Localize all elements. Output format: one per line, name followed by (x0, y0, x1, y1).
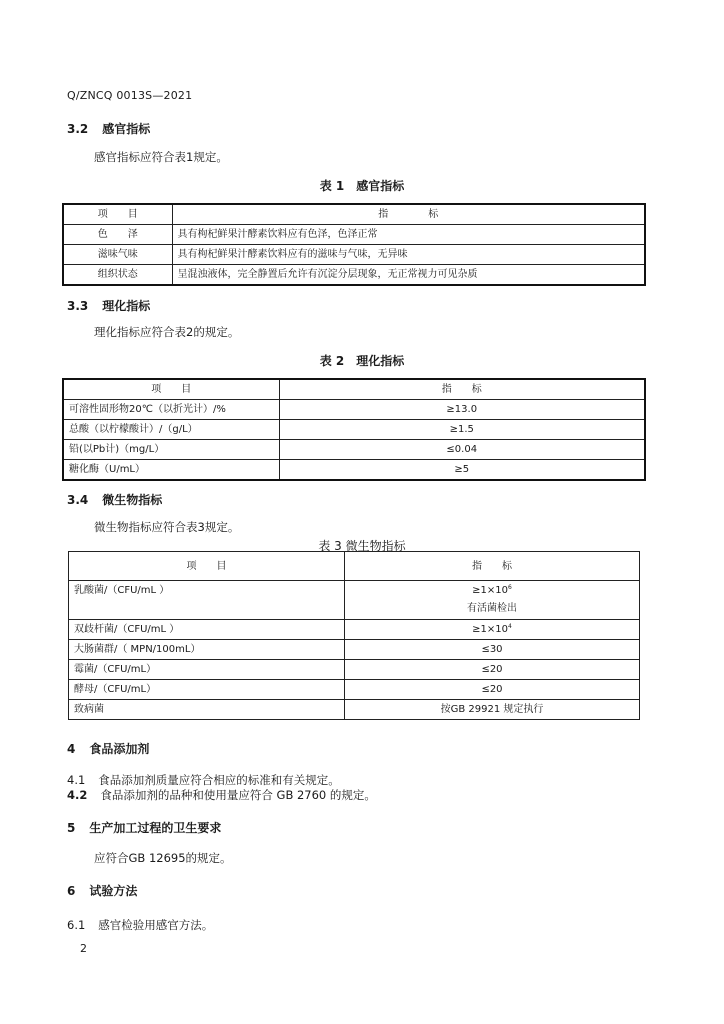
table-cell-item: 酵母/（CFU/mL） (69, 680, 345, 700)
table-header-cell: 指 标 (345, 552, 640, 581)
table-row (69, 680, 640, 700)
table-row (63, 265, 645, 286)
value-exponent: 4 (508, 623, 512, 630)
table-cell-item: 可溶性固形物20℃（以折光计）/% (63, 400, 279, 420)
table-cell-item: 双歧杆菌/（CFU/mL ） (69, 620, 345, 640)
section-3-2-heading (67, 120, 150, 137)
table-cell-value: 具有枸杞鲜果汁酵素饮料应有色泽，色泽正常 (172, 225, 645, 245)
section-title: 理化指标 (102, 299, 151, 313)
value-base: ≥1×10 (472, 585, 509, 596)
table-cell-item: 色 泽 (63, 225, 172, 245)
section-title: 试验方法 (89, 884, 138, 898)
clause-4-1 (67, 772, 340, 788)
table-header-cell: 项 目 (63, 204, 172, 225)
table-row (69, 620, 640, 640)
section-number: 5 (67, 821, 76, 835)
table-cell-item: 组织状态 (63, 265, 172, 286)
value-note: 有活菌检出 (467, 603, 517, 614)
table-cell-value: ≤0.04 (279, 440, 645, 460)
table-cell-value (345, 620, 640, 640)
table-cell-item: 大肠菌群/（ MPN/100mL） (69, 640, 345, 660)
table-cell-value: ≥5 (279, 460, 645, 481)
section-3-2-text: 感官指标应符合表1规定。 (94, 150, 228, 164)
clause-4-2 (67, 787, 376, 803)
table-header-row (63, 379, 645, 400)
table-cell-item: 致病菌 (69, 700, 345, 720)
table-header-row (69, 552, 640, 581)
table-cell-value: 呈混浊液体，完全静置后允许有沉淀分层现象，无正常视力可见杂质 (172, 265, 645, 286)
section-3-3-heading (67, 297, 150, 314)
table-row (69, 581, 640, 620)
table-row (63, 460, 645, 481)
table-row (63, 225, 645, 245)
table-cell-value: ≤20 (345, 680, 640, 700)
section-title: 微生物指标 (102, 493, 163, 507)
table-row (69, 640, 640, 660)
table-cell-value (345, 581, 640, 620)
table-1-sensory (62, 203, 646, 286)
table-header-cell: 项 目 (69, 552, 345, 581)
table1-caption: 表 1 感官指标 (319, 179, 405, 193)
table-cell-value: ≤30 (345, 640, 640, 660)
section-4-heading (67, 740, 149, 757)
table-row (63, 245, 645, 265)
table-cell-item: 总酸（以柠檬酸计）/（g/L） (63, 420, 279, 440)
section-title: 感官指标 (102, 122, 151, 136)
section-number: 3.4 (67, 493, 89, 507)
section-title: 食品添加剂 (89, 742, 150, 756)
section-number: 3.2 (67, 122, 89, 136)
table-cell-item: 霉菌/（CFU/mL） (69, 660, 345, 680)
section-number: 3.3 (67, 299, 89, 313)
table-3-microbiological (68, 551, 640, 720)
table-row (69, 660, 640, 680)
table2-caption: 表 2 理化指标 (319, 354, 405, 368)
table-row (63, 420, 645, 440)
table-row (63, 440, 645, 460)
table-cell-item: 乳酸菌/（CFU/mL ） (69, 581, 345, 620)
clause-6-1 (67, 917, 213, 933)
section-number: 4 (67, 742, 76, 756)
table-row (69, 700, 640, 720)
table-header-cell: 指 标 (279, 379, 645, 400)
section-5-heading (67, 819, 221, 836)
table-cell-value: ≥13.0 (279, 400, 645, 420)
table-header-cell: 指 标 (172, 204, 645, 225)
clause-text: 食品添加剂质量应符合相应的标准和有关规定。 (98, 773, 340, 787)
clause-text: 食品添加剂的品种和使用量应符合 GB 2760 的规定。 (100, 788, 376, 802)
table-cell-item: 糖化酶（U/mL） (63, 460, 279, 481)
section-3-4-heading (67, 491, 162, 508)
table-cell-value: 按GB 29921 规定执行 (345, 700, 640, 720)
clause-number: 4.2 (67, 788, 88, 802)
table-cell-item: 滋味气味 (63, 245, 172, 265)
section-title: 生产加工过程的卫生要求 (89, 821, 222, 835)
value-exponent: 6 (508, 584, 512, 591)
section-5-text: 应符合GB 12695的规定。 (94, 851, 232, 865)
table-header-cell: 项 目 (63, 379, 279, 400)
document-number: Q/ZNCQ 0013S—2021 (67, 89, 193, 102)
table-header-row (63, 204, 645, 225)
section-6-heading (67, 882, 137, 899)
section-3-3-text: 理化指标应符合表2的规定。 (94, 325, 240, 339)
table-cell-value: ≥1.5 (279, 420, 645, 440)
section-3-4-text: 微生物指标应符合表3规定。 (94, 520, 240, 534)
value-line (350, 582, 634, 600)
section-number: 6 (67, 884, 76, 898)
table-cell-value: ≤20 (345, 660, 640, 680)
value-base: ≥1×10 (472, 624, 509, 635)
table3-caption: 表 3 微生物指标 (318, 539, 406, 553)
table-cell-item: 铅(以Pb计)（mg/L） (63, 440, 279, 460)
table-row (63, 400, 645, 420)
table-2-physicochemical (62, 378, 646, 481)
clause-number: 6.1 (67, 918, 86, 932)
clause-number: 4.1 (67, 773, 86, 787)
table-cell-value: 具有枸杞鲜果汁酵素饮料应有的滋味与气味，无异味 (172, 245, 645, 265)
clause-text: 感官检验用感官方法。 (98, 918, 214, 932)
page-number: 2 (80, 942, 87, 955)
